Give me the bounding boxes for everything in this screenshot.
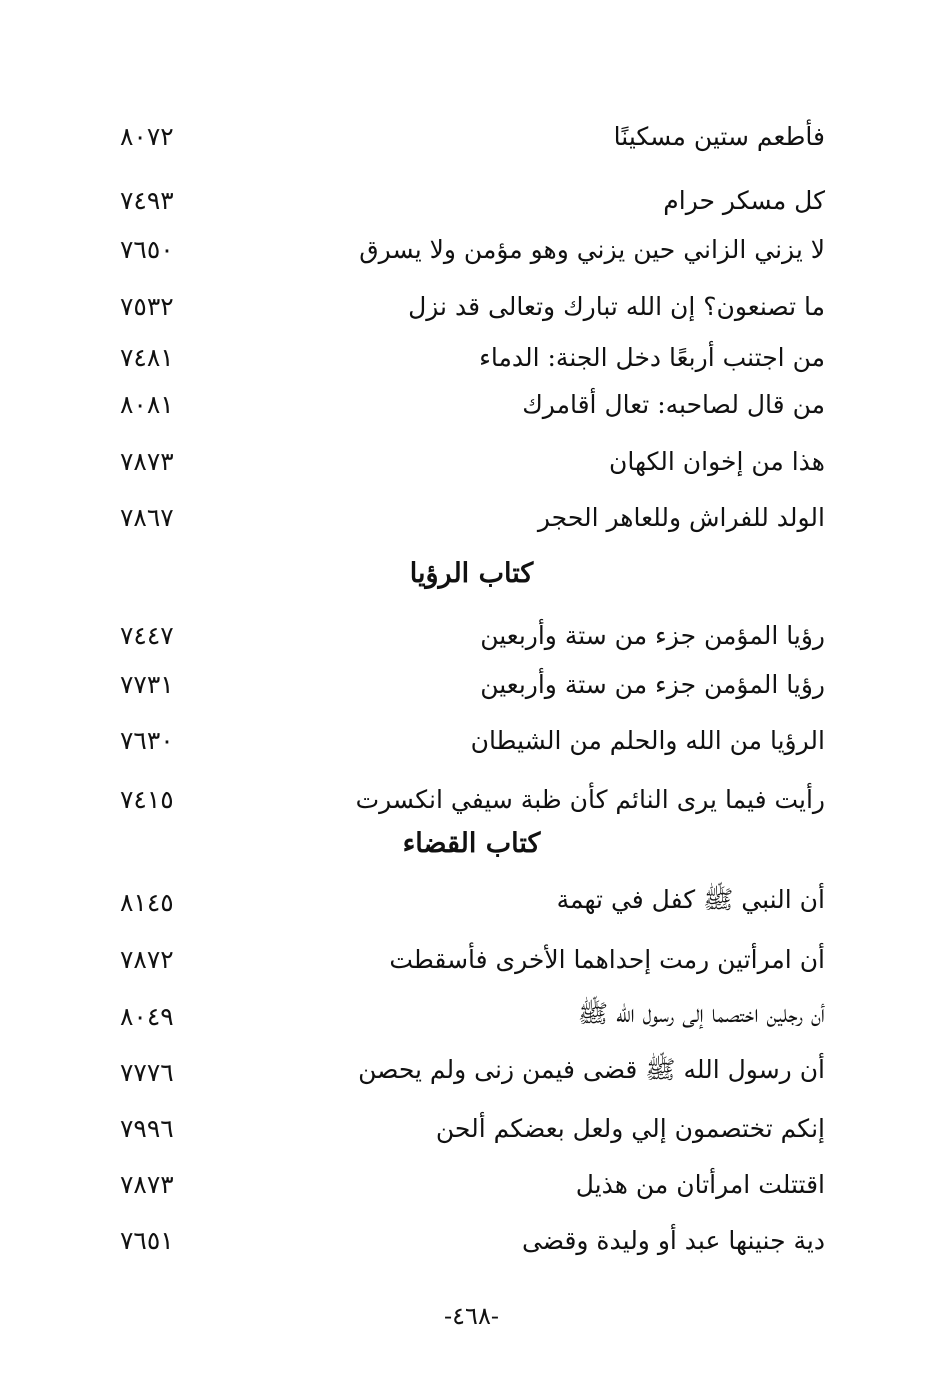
index-row (120, 1218, 825, 1262)
hadith-number: ٧٤١٥ (120, 784, 174, 814)
hadith-text: أن النبي ﷺ كفل في تهمة (556, 884, 825, 914)
hadith-number: ٨٠٧٢ (120, 121, 174, 151)
index-row (120, 937, 825, 981)
index-row (120, 777, 825, 821)
hadith-number: ٧٨٧٣ (120, 446, 174, 476)
hadith-text: لا يزني الزاني حين يزني وهو مؤمن ولا يسرق (359, 234, 825, 264)
hadith-number: ٧٤٩٣ (120, 185, 174, 215)
hadith-number: ٧٦٣٠ (120, 725, 174, 755)
hadith-text: رؤيا المؤمن جزء من ستة وأربعين (480, 669, 825, 699)
hadith-text: رأيت فيما يرى النائم كأن ظبة سيفي انكسرت (355, 784, 825, 814)
index-row (120, 994, 825, 1038)
index-row (120, 1106, 825, 1150)
hadith-number: ٧٧٣١ (120, 669, 174, 699)
hadith-text: أن رجلين اختصما إلى رسول الله ﷺ (577, 998, 825, 1028)
index-row (120, 613, 825, 657)
hadith-number: ٧٦٥١ (120, 1225, 174, 1255)
index-row (120, 227, 825, 271)
hadith-text: الرؤيا من الله والحلم من الشيطان (470, 725, 825, 755)
hadith-text: أن امرأتين رمت إحداهما الأخرى فأسقطت (389, 944, 825, 974)
hadith-number: ٨١٤٥ (120, 887, 174, 917)
hadith-text: كل مسكر حرام (663, 185, 825, 215)
hadith-number: ٧٧٧٦ (120, 1057, 174, 1087)
section-heading: كتاب القضاء (402, 828, 541, 859)
page-number: -٤٦٨- (444, 1302, 499, 1330)
hadith-number: ٧٥٣٢ (120, 291, 174, 321)
index-row (120, 178, 825, 222)
index-row (120, 718, 825, 762)
hadith-number: ٧٤٨١ (120, 342, 174, 372)
section-heading: كتاب الرؤيا (409, 558, 534, 589)
hadith-number: ٨٠٤٩ (120, 1001, 174, 1031)
hadith-text: الولد للفراش وللعاهر الحجر (537, 502, 825, 532)
hadith-text: أن رسول الله ﷺ قضى فيمن زنى ولم يحصن (358, 1054, 825, 1084)
hadith-text: إنكم تختصمون إلي ولعل بعضكم ألحن (435, 1113, 825, 1143)
index-row (120, 284, 825, 328)
hadith-number: ٧٨٧٣ (120, 1169, 174, 1199)
hadith-text: فأطعم ستين مسكينًا (613, 121, 825, 151)
index-row (120, 1162, 825, 1206)
hadith-text: اقتتلت امرأتان من هذيل (575, 1169, 825, 1199)
hadith-number: ٧٦٥٠ (120, 234, 174, 264)
index-row (120, 439, 825, 483)
index-row (120, 335, 825, 379)
hadith-number: ٧٤٤٧ (120, 620, 174, 650)
index-row (120, 1050, 825, 1094)
index-row (120, 880, 825, 924)
hadith-text: من قال لصاحبه: تعال أقامرك (522, 389, 825, 419)
hadith-text: من اجتنب أربعًا دخل الجنة: الدماء (479, 342, 825, 372)
hadith-text: ما تصنعون؟ إن الله تبارك وتعالى قد نزل (408, 291, 825, 321)
hadith-text: رؤيا المؤمن جزء من ستة وأربعين (480, 620, 825, 650)
hadith-number: ٨٠٨١ (120, 389, 174, 419)
hadith-number: ٧٨٦٧ (120, 502, 174, 532)
index-row (120, 495, 825, 539)
hadith-number: ٧٩٩٦ (120, 1113, 174, 1143)
index-row (120, 382, 825, 426)
hadith-text: هذا من إخوان الكهان (608, 446, 825, 476)
hadith-number: ٧٨٧٢ (120, 944, 174, 974)
index-row (120, 662, 825, 706)
index-row (120, 114, 825, 158)
hadith-text: دية جنينها عبد أو وليدة وقضى (521, 1225, 825, 1255)
